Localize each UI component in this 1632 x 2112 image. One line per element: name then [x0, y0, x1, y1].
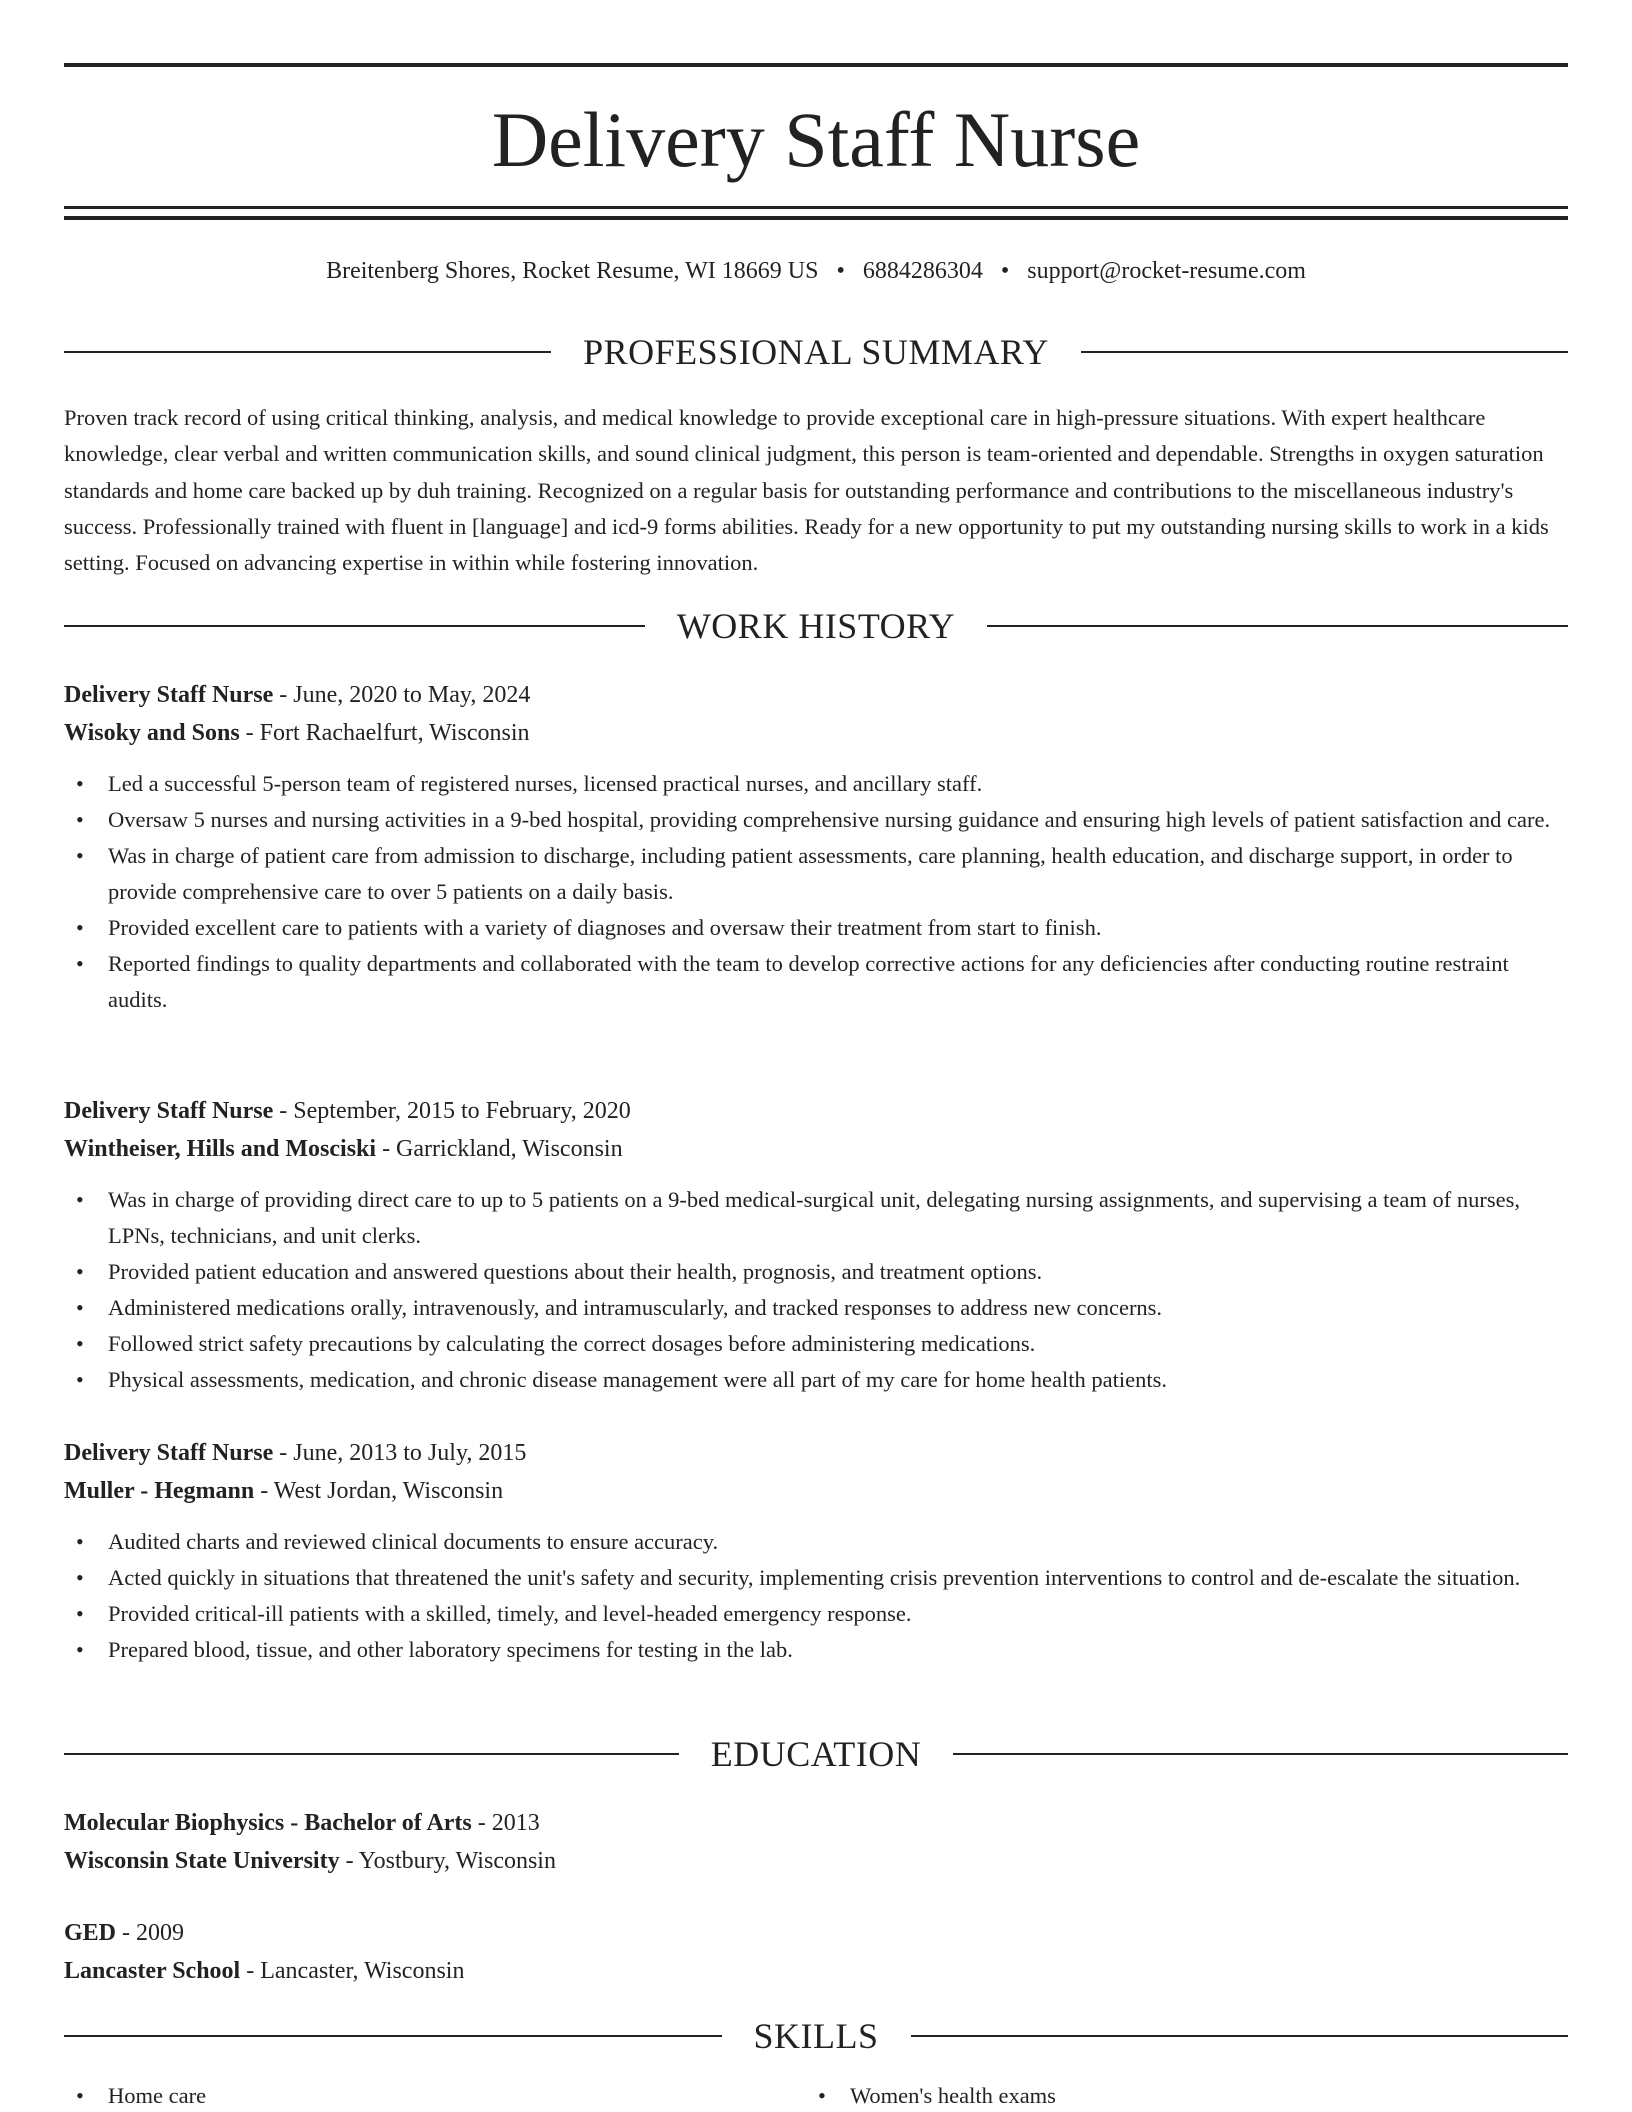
divider-line — [64, 1753, 679, 1755]
job-title-row — [64, 1092, 1568, 1130]
job-location: - West Jordan, Wisconsin — [254, 1478, 504, 1504]
header-top-rule — [64, 63, 1568, 67]
divider-line — [911, 2035, 1569, 2037]
list-item: • Provided patient education and answered questions about their health, prognosis, and treatment options. — [64, 1254, 1568, 1290]
job-company: Muller - Hegmann — [64, 1478, 255, 1504]
job-bullets — [64, 1524, 1568, 1668]
education-year: - 2013 — [471, 1810, 540, 1836]
summary-text: Proven track record of using critical thinking, analysis, and medical knowledge to provide exceptional care in high-pressure situations. With expert healthcare knowledge, clear verbal and written communication skills, and sound clinical judgment, this person is team-oriented and dependable. Strengths in oxygen saturation standards and home care backed up by duh training. Recognized on a regular basis for outstanding performance and contributions to the miscellaneous industry's success. Professionally trained with fluent in [language] and icd-9 forms abilities. Ready for a new opportunity to put my outstanding nursing skills to work in a kids setting. Focused on advancing expertise in within while fostering innovation. — [64, 405, 1549, 576]
list-item: • Provided critical-ill patients with a skilled, timely, and level-headed emergency response. — [64, 1596, 1568, 1632]
job-location: - Garrickland, Wisconsin — [376, 1136, 623, 1162]
job-title: Delivery Staff Nurse — [64, 1440, 274, 1466]
section-title: PROFESSIONAL SUMMARY — [583, 332, 1049, 372]
resume-name: Delivery Staff Nurse — [491, 96, 1141, 183]
education-school-row — [64, 1952, 1568, 1990]
job-company: Wintheiser, Hills and Mosciski — [64, 1136, 377, 1162]
skills-list — [64, 2078, 1568, 2112]
list-item: • Oversaw 5 nurses and nursing activities in a 9-bed hospital, providing comprehensive nursing guidance and ensuring high levels of patient satisfaction and care. — [64, 802, 1568, 838]
divider-line — [987, 625, 1568, 627]
list-item: • Led a successful 5-person team of registered nurses, licensed practical nurses, and ancillary staff. — [64, 766, 1568, 802]
job-company-row — [64, 714, 1568, 752]
contact-address: Breitenberg Shores, Rocket Resume, WI 18669 US — [326, 258, 819, 284]
skills-column-left — [64, 2078, 806, 2112]
header-double-rule — [64, 206, 1568, 220]
section-title: WORK HISTORY — [676, 606, 956, 646]
job-title-row — [64, 676, 1568, 714]
education-degree-row — [64, 1914, 1568, 1952]
list-item: • Was in charge of providing direct care to up to 5 patients on a 9-bed medical-surgical unit, delegating nursing assignments, and supervising a team of nurses, LPNs, technicians, and unit clerks. — [64, 1182, 1568, 1254]
list-item: • Was in charge of patient care from admission to discharge, including patient assessments, care planning, health education, and discharge support, in order to provide comprehensive care to over 5 patients on a daily basis. — [64, 838, 1568, 910]
skills-column-right — [806, 2078, 1548, 2112]
skills-section-heading — [64, 2016, 1568, 2056]
divider-line — [64, 2035, 722, 2037]
education-location: - Yostbury, Wisconsin — [339, 1848, 556, 1874]
job-bullets — [64, 766, 1568, 1018]
list-item: • Administered medications orally, intravenously, and intramuscularly, and tracked responses to address new concerns. — [64, 1290, 1568, 1326]
job-entry — [64, 1092, 1568, 1398]
job-company: Wisoky and Sons — [64, 720, 240, 746]
job-dates: - June, 2020 to May, 2024 — [273, 682, 531, 708]
job-title-row — [64, 1434, 1568, 1472]
divider-line — [1081, 351, 1568, 353]
job-company-row — [64, 1472, 1568, 1510]
education-school-row — [64, 1842, 1568, 1880]
contact-email: support@rocket-resume.com — [1027, 258, 1306, 284]
education-degree-row — [64, 1804, 1568, 1842]
summary-section-heading — [64, 332, 1568, 372]
list-item: • Followed strict safety precautions by calculating the correct dosages before administering medications. — [64, 1326, 1568, 1362]
education-school: Wisconsin State University — [64, 1848, 340, 1874]
education-school: Lancaster School — [64, 1958, 241, 1984]
job-bullets — [64, 1182, 1568, 1398]
job-title: Delivery Staff Nurse — [64, 1098, 274, 1124]
job-dates: - September, 2015 to February, 2020 — [273, 1098, 631, 1124]
education-year: - 2009 — [116, 1920, 185, 1946]
divider-line — [64, 351, 551, 353]
divider-line — [64, 625, 645, 627]
skill-item: • Home care — [64, 2078, 806, 2112]
contact-separator: • — [836, 258, 845, 284]
education-location: - Lancaster, Wisconsin — [240, 1958, 465, 1984]
list-item: • Acted quickly in situations that threatened the unit's safety and security, implementing crisis prevention interventions to control and de-escalate the situation. — [64, 1560, 1568, 1596]
education-degree: GED — [64, 1920, 117, 1946]
job-company-row — [64, 1130, 1568, 1168]
education-section-heading — [64, 1734, 1568, 1774]
list-item: • Physical assessments, medication, and chronic disease management were all part of my care for home health patients. — [64, 1362, 1568, 1398]
contact-phone: 6884286304 — [862, 258, 983, 284]
divider-line — [953, 1753, 1568, 1755]
education-entry — [64, 1804, 1568, 1880]
list-item: • Provided excellent care to patients with a variety of diagnoses and oversaw their treatment from start to finish. — [64, 910, 1568, 946]
section-title: EDUCATION — [710, 1734, 922, 1774]
job-dates: - June, 2013 to July, 2015 — [273, 1440, 527, 1466]
section-title: SKILLS — [753, 2016, 879, 2056]
education-degree: Molecular Biophysics - Bachelor of Arts — [64, 1810, 472, 1836]
list-item: • Audited charts and reviewed clinical documents to ensure accuracy. — [64, 1524, 1568, 1560]
list-item: • Prepared blood, tissue, and other laboratory specimens for testing in the lab. — [64, 1632, 1568, 1668]
job-location: - Fort Rachaelfurt, Wisconsin — [239, 720, 530, 746]
job-entry — [64, 1434, 1568, 1668]
list-item: • Reported findings to quality departments and collaborated with the team to develop corrective actions for any deficiencies after conducting routine restraint audits. — [64, 946, 1568, 1018]
contact-separator: • — [1000, 258, 1010, 284]
job-title: Delivery Staff Nurse — [64, 682, 274, 708]
skill-item: • Women's health exams — [806, 2078, 1548, 2112]
job-entry — [64, 676, 1568, 1018]
education-entry — [64, 1914, 1568, 1990]
work-section-heading — [64, 606, 1568, 646]
contact-line — [64, 254, 1568, 288]
